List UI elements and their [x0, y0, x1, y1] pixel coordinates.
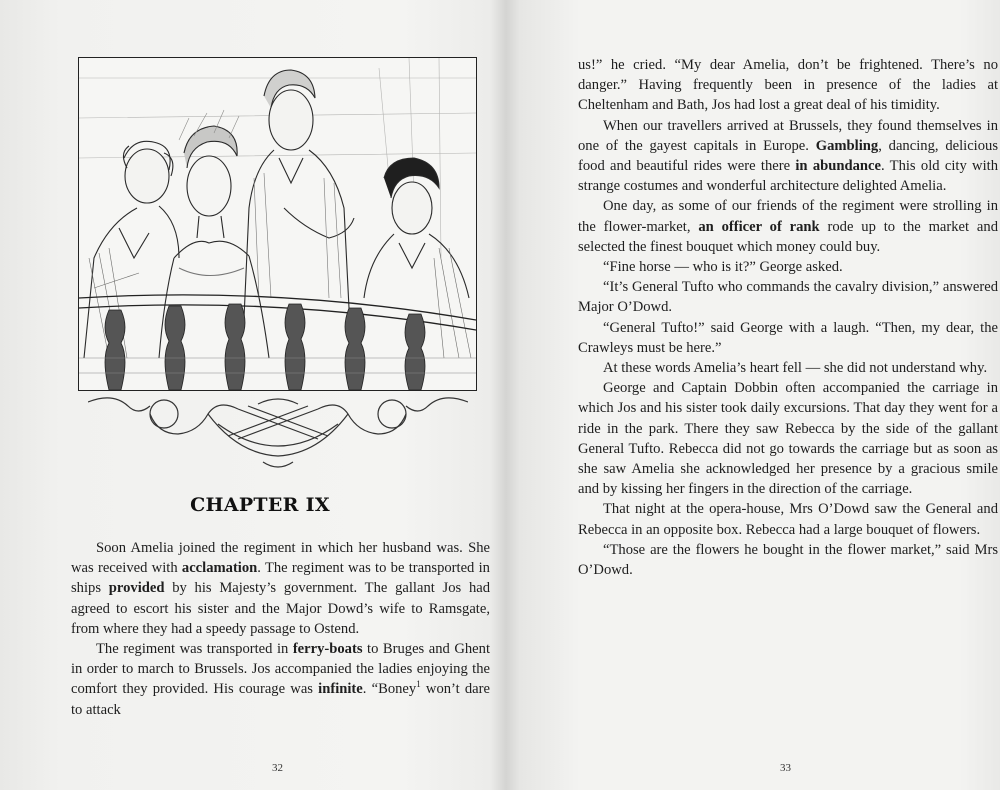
paragraph: [578, 540, 998, 580]
keyword: an officer of rank: [698, 218, 820, 235]
chapter-title: CHAPTER IX: [190, 494, 330, 516]
text-run: . This old city with strange costumes and wonderful architecture delighted Amelia.: [578, 158, 998, 195]
text-run: won’t dare to attack: [71, 681, 490, 718]
text-run: One day, as some of our friends of the regiment were strolling in the flower-market,: [578, 198, 998, 235]
page-number-left: 32: [272, 762, 283, 774]
paragraph: [578, 277, 998, 317]
paragraph: [71, 639, 490, 720]
paragraph: [578, 257, 998, 277]
left-page-body: [71, 538, 490, 720]
text-run: The regiment was transported in: [96, 641, 293, 658]
keyword: Gambling: [815, 137, 879, 154]
text-run: George and Captain Dobbin often accompanied the carriage in which Jos and his sister took daily excursions. That day they went for a ride in the park. There they saw Rebecca by the side of the gallant General Tufto. Rebecca did not go towards the carriage but as soon as she saw Amelia she acknowledged her presence by a gracious smile and by kissing her fingers in the direction of the carriage.: [578, 380, 998, 498]
paragraph: [578, 358, 998, 378]
text-run: Soon Amelia joined the regiment in which her husband was. She was received with: [71, 540, 490, 577]
footnote-marker: 1: [416, 679, 421, 690]
right-page-body: [578, 55, 998, 580]
paragraph: [578, 196, 998, 257]
keyword: in abundance: [795, 158, 881, 175]
text-run: “Fine horse — who is it?” George asked.: [603, 259, 843, 276]
illustration-drawing: [79, 58, 476, 390]
paragraph: [578, 499, 998, 539]
text-run: “General Tufto!” said George with a laugh. “Then, my dear, the Crawleys must be here.”: [578, 319, 998, 356]
paragraph: [578, 378, 998, 499]
keyword: infinite: [318, 681, 363, 698]
text-run: , dancing, delicious food and beautiful rides were there: [578, 137, 999, 175]
text-run: . “Boney: [362, 681, 417, 698]
text-run: That night at the opera-house, Mrs O’Dowd saw the General and Rebecca in an opposite box. Rebecca had a large bouquet of flowers.: [578, 501, 998, 538]
text-run: When our travellers arrived at Brussels, they found themselves in one of the gayest capitals in Europe.: [578, 117, 998, 154]
text-run: At these words Amelia’s heart fell — she did not understand why.: [603, 360, 988, 377]
paragraph: [578, 116, 998, 197]
keyword: provided: [108, 580, 165, 597]
text-run: us!” he cried. “My dear Amelia, don’t be frightened. There’s no danger.” Having frequently been in presence of the ladies at Cheltenham and Bath, Jos had lost a great deal of his timidity.: [578, 57, 998, 114]
right-page: [520, 0, 1000, 790]
text-run: “It’s General Tufto who commands the cavalry division,” answered Major O’Dowd.: [578, 279, 998, 316]
text-run: by his Majesty’s government. The gallant Jos had agreed to escort his sister and the Major Dowd’s wife to Ramsgate, from where they had a speedy passage to Ostend.: [71, 580, 491, 637]
text-run: “Those are the flowers he bought in the flower market,” said Mrs O’Dowd.: [578, 541, 998, 579]
page-number-right: 33: [780, 762, 791, 774]
engraving-illustration: [78, 57, 477, 391]
decorative-flourish-icon: [88, 384, 468, 476]
keyword: ferry-boats: [292, 641, 363, 658]
paragraph: [71, 538, 490, 639]
text-run: to Bruges and Ghent in order to march to Brussels. Jos accompanied the ladies enjoying the comfort they provided. His courage was: [71, 641, 490, 698]
text-run: rode up to the market and selected the finest bouquet which money could buy.: [578, 218, 998, 255]
paragraph: [578, 55, 998, 116]
paragraph: [578, 318, 998, 358]
text-run: . The regiment was to be transported in ships: [71, 560, 490, 597]
keyword: acclamation: [181, 560, 258, 577]
